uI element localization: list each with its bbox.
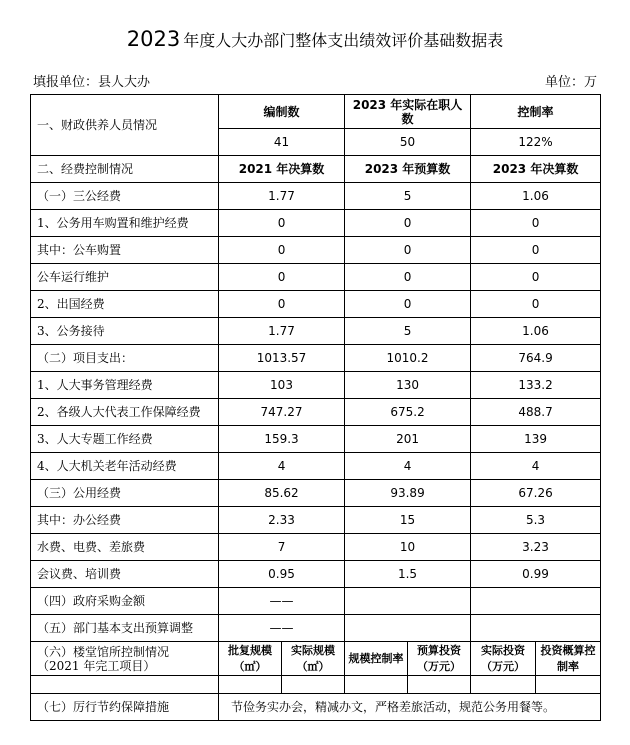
row-value: 1013.57 — [219, 345, 345, 372]
row-value: 133.2 — [471, 372, 601, 399]
staff-header: 编制数 — [219, 95, 345, 129]
row-value: 1.77 — [219, 318, 345, 345]
building-header: 投资概算控制率 — [536, 642, 601, 676]
row-value: 0 — [471, 210, 601, 237]
row-value: 85.62 — [219, 480, 345, 507]
adjust-value: —— — [219, 615, 345, 642]
row-label: （三）公用经费 — [31, 480, 219, 507]
row-value: 0 — [471, 291, 601, 318]
staff-header-row — [31, 95, 601, 129]
row-label: 公车运行维护 — [31, 264, 219, 291]
row-label: 1、人大事务管理经费 — [31, 372, 219, 399]
title-year: 2023 — [126, 27, 181, 51]
budget-header: 2023 年决算数 — [471, 156, 601, 183]
budget-header: 2021 年决算数 — [219, 156, 345, 183]
row-value: 0 — [471, 264, 601, 291]
budget-header-row — [31, 156, 601, 183]
building-header: 批复规模（㎡） — [219, 642, 282, 676]
saving-label: （七）厉行节约保障措施 — [31, 694, 219, 721]
row-value: 0 — [471, 237, 601, 264]
table-row — [31, 183, 601, 210]
row-value: 67.26 — [471, 480, 601, 507]
table-row — [31, 399, 601, 426]
filler-unit: 填报单位：县人大办 — [33, 75, 151, 90]
row-value: 201 — [345, 426, 471, 453]
table-row — [31, 480, 601, 507]
table-row — [31, 561, 601, 588]
row-value: 1.77 — [219, 183, 345, 210]
row-label: 其中：公车购置 — [31, 237, 219, 264]
procurement-label: （四）政府采购金额 — [31, 588, 219, 615]
building-header-row — [31, 642, 601, 676]
row-value: 0.99 — [471, 561, 601, 588]
table-row — [31, 210, 601, 237]
row-label: （一）三公经费 — [31, 183, 219, 210]
row-value: 1.06 — [471, 183, 601, 210]
row-value: 130 — [345, 372, 471, 399]
saving-text: 节俭务实办会，精减办文，严格差旅活动，规范公务用餐等。 — [219, 694, 601, 721]
table-row — [31, 345, 601, 372]
row-value: 0 — [219, 210, 345, 237]
row-label: 2、各级人大代表工作保障经费 — [31, 399, 219, 426]
building-header: 实际规模（㎡） — [282, 642, 345, 676]
row-label: 4、人大机关老年活动经费 — [31, 453, 219, 480]
row-value: 764.9 — [471, 345, 601, 372]
procurement-value: —— — [219, 588, 345, 615]
building-header: 预算投资（万元） — [408, 642, 471, 676]
row-value: 0 — [219, 291, 345, 318]
building-header: 规模控制率 — [345, 642, 408, 676]
row-value: 4 — [345, 453, 471, 480]
row-value: 0 — [345, 237, 471, 264]
row-label: 1、公务用车购置和维护经费 — [31, 210, 219, 237]
row-value: 4 — [471, 453, 601, 480]
table-row — [31, 372, 601, 399]
staff-label: 一、财政供养人员情况 — [31, 95, 219, 156]
table-row — [31, 534, 601, 561]
row-label: 3、人大专题工作经费 — [31, 426, 219, 453]
row-value: 4 — [219, 453, 345, 480]
row-value: 488.7 — [471, 399, 601, 426]
table-row — [31, 507, 601, 534]
building-label-text: （六）楼堂馆所控制情况 — [37, 644, 170, 659]
row-value: 159.3 — [219, 426, 345, 453]
row-value: 0 — [345, 210, 471, 237]
title-text: 年度人大办部门整体支出绩效评价基础数据表 — [183, 31, 504, 50]
row-label: 会议费、培训费 — [31, 561, 219, 588]
row-value: 0.95 — [219, 561, 345, 588]
row-value: 1.06 — [471, 318, 601, 345]
row-value: 675.2 — [345, 399, 471, 426]
row-value: 0 — [219, 264, 345, 291]
row-label: 水费、电费、差旅费 — [31, 534, 219, 561]
row-value: 93.89 — [345, 480, 471, 507]
row-value: 15 — [345, 507, 471, 534]
row-value: 0 — [345, 291, 471, 318]
budget-label: 二、经费控制情况 — [31, 156, 219, 183]
staff-header: 控制率 — [471, 95, 601, 129]
staff-header: 2023 年实际在职人数 — [345, 95, 471, 129]
staff-value: 41 — [219, 129, 345, 156]
building-sublabel: （2021 年完工项目） — [37, 658, 156, 673]
building-header: 实际投资（万元） — [471, 642, 536, 676]
row-value: 7 — [219, 534, 345, 561]
building-values-row — [31, 676, 601, 694]
table-row — [31, 291, 601, 318]
row-label: 3、公务接待 — [31, 318, 219, 345]
row-value: 5 — [345, 318, 471, 345]
row-value: 1.5 — [345, 561, 471, 588]
table-row — [31, 264, 601, 291]
data-table — [30, 94, 601, 721]
table-row — [31, 426, 601, 453]
row-value: 139 — [471, 426, 601, 453]
building-label — [31, 642, 219, 676]
staff-value: 50 — [345, 129, 471, 156]
row-value: 2.33 — [219, 507, 345, 534]
row-value: 3.23 — [471, 534, 601, 561]
row-label: 2、出国经费 — [31, 291, 219, 318]
procurement-row — [31, 588, 601, 615]
row-value: 5 — [345, 183, 471, 210]
staff-value: 122% — [471, 129, 601, 156]
row-value: 5.3 — [471, 507, 601, 534]
row-value: 0 — [219, 237, 345, 264]
page-title — [0, 24, 630, 56]
row-value: 0 — [345, 264, 471, 291]
row-value: 10 — [345, 534, 471, 561]
currency-unit: 单位：万 — [544, 75, 597, 90]
table-row — [31, 237, 601, 264]
row-label: 其中：办公经费 — [31, 507, 219, 534]
row-value: 747.27 — [219, 399, 345, 426]
row-value: 1010.2 — [345, 345, 471, 372]
table-row — [31, 453, 601, 480]
row-value: 103 — [219, 372, 345, 399]
table-row — [31, 318, 601, 345]
saving-row — [31, 694, 601, 721]
row-label: （二）项目支出： — [31, 345, 219, 372]
adjust-row — [31, 615, 601, 642]
budget-header: 2023 年预算数 — [345, 156, 471, 183]
adjust-label: （五）部门基本支出预算调整 — [31, 615, 219, 642]
